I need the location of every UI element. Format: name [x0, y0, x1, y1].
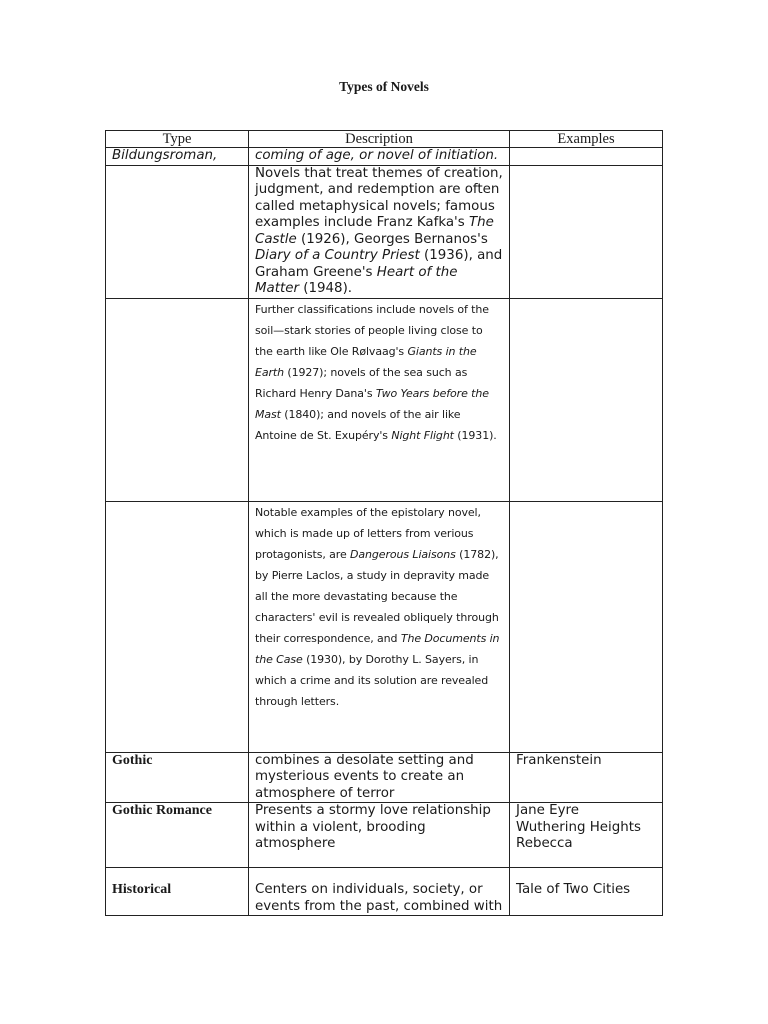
examples-cell: Tale of Two Cities: [510, 868, 663, 916]
header-type: Type: [106, 131, 249, 148]
table-row: [106, 298, 663, 501]
type-cell: [106, 165, 249, 298]
book-title: The Castle: [255, 215, 494, 247]
description-cell: Presents a stormy love relationship within a violent, brooding atmosphere: [249, 803, 510, 868]
example-title: Wuthering Heights: [516, 819, 641, 835]
type-cell: Historical: [106, 868, 249, 916]
book-title: Two Years before the Mast: [255, 386, 489, 421]
examples-cell: [510, 148, 663, 166]
book-title: The Documents in the Case: [255, 631, 500, 666]
book-title: Heart of the Matter: [255, 264, 458, 296]
type-cell: Gothic: [106, 752, 249, 803]
examples-cell: [510, 165, 663, 298]
description-cell: Further classifications include novels of the soil—stark stories of people living close to the earth like Ole Rølvaag's Giants in the Earth (1927); novels of the sea such as Richard Henry Dana's Two Years before the Mast (1840); and novels of the air like Antoine de St. Exupéry's Night Flight (1931).: [249, 298, 510, 501]
book-title: Dangerous Liaisons: [350, 547, 456, 561]
description-cell: Novels that treat themes of creation, judgment, and redemption are often called metaphysical novels; famous examples include Franz Kafka's The Castle (1926), Georges Bernanos's Diary of a Country Priest (1936), and Graham Greene's Heart of the Matter (1948).: [249, 165, 510, 298]
example-title: Rebecca: [516, 836, 573, 851]
type-cell: [106, 298, 249, 501]
header-description: Description: [249, 131, 510, 148]
description-cell: Centers on individuals, society, or events from the past, combined with: [249, 868, 510, 916]
table-row: [106, 752, 663, 803]
type-cell: Bildungsroman,: [106, 148, 249, 166]
header-examples: Examples: [510, 131, 663, 148]
examples-cell: [510, 803, 663, 868]
novel-types-table: [105, 130, 663, 916]
description-cell: coming of age, or novel of initiation.: [249, 148, 510, 166]
book-title: Giants in the Earth: [255, 344, 477, 379]
type-cell: Gothic Romance: [106, 803, 249, 868]
table-row: [106, 501, 663, 752]
document-title: Types of Novels: [339, 79, 429, 94]
example-title: Jane Eyre: [516, 803, 579, 818]
book-title: Night Flight: [391, 428, 454, 442]
table-row: [106, 165, 663, 298]
examples-cell: [510, 501, 663, 752]
table-row: [106, 803, 663, 868]
description-cell: Notable examples of the epistolary novel, which is made up of letters from verious protagonists, are Dangerous Liaisons (1782), by Pierre Laclos, a study in depravity made all the more devastating because the characters' evil is revealed obliquely through their correspondence, and The Documents in the Case (1930), by Dorothy L. Sayers, in which a crime and its solution are revealed through letters.: [249, 501, 510, 752]
type-cell: [106, 501, 249, 752]
table-row: [106, 148, 663, 166]
examples-cell: Frankenstein: [510, 752, 663, 803]
book-title: Diary of a Country Priest: [255, 248, 420, 263]
table-row: [106, 868, 663, 916]
table-header-row: [106, 131, 663, 148]
examples-cell: [510, 298, 663, 501]
description-cell: combines a desolate setting and mysterious events to create an atmosphere of terror: [249, 752, 510, 803]
